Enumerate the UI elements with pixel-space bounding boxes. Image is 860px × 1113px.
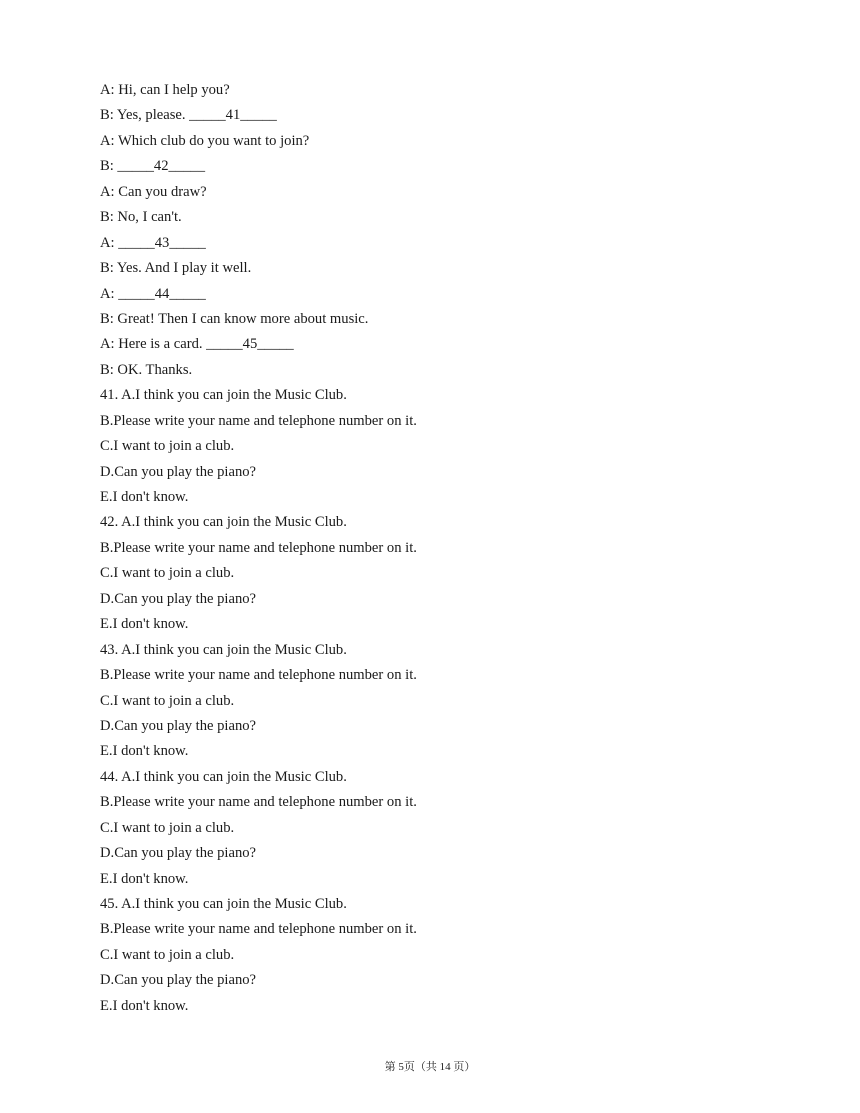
dialogue-line: A: Here is a card. _____45_____: [100, 336, 294, 353]
option-d: D.Can you play the piano?: [100, 845, 257, 862]
option-e: E.I don't know.: [100, 489, 189, 505]
option-d: D.Can you play the piano?: [100, 590, 257, 607]
option-d: D.Can you play the piano?: [100, 717, 257, 734]
dialogue-line: B: OK. Thanks.: [100, 361, 193, 378]
dialogue-line: A: Hi, can I help you?: [100, 82, 230, 98]
dialogue-line: B: Yes, please. _____41_____: [100, 107, 277, 124]
option-e: E.I don't know.: [100, 616, 189, 633]
option-b: B.Please write your name and telephone number on it.: [100, 667, 417, 684]
dialogue-line: A: Can you draw?: [100, 183, 207, 200]
question-number-line: 44. A.I think you can join the Music Club.: [100, 768, 347, 785]
question-41: [100, 383, 780, 510]
question-number-line: 41. A.I think you can join the Music Club.: [100, 387, 347, 404]
dialogue-line: B: No, I can't.: [100, 209, 182, 226]
option-b: B.Please write your name and telephone number on it.: [100, 921, 417, 938]
dialogue: [100, 78, 780, 383]
question-45: [100, 892, 780, 1019]
option-b: B.Please write your name and telephone number on it.: [100, 794, 417, 811]
option-c: C.I want to join a club.: [100, 438, 235, 455]
question-number-line: 45. A.I think you can join the Music Club.: [100, 896, 347, 912]
question-number-line: 42. A.I think you can join the Music Club.: [100, 514, 347, 531]
option-e: E.I don't know.: [100, 870, 189, 887]
option-b: B.Please write your name and telephone number on it.: [100, 412, 417, 429]
option-c: C.I want to join a club.: [100, 565, 235, 582]
dialogue-line: B: Great! Then I can know more about music.: [100, 310, 369, 327]
question-43: [100, 638, 780, 765]
page-number-footer: 第 5页（共 14 页）: [384, 1061, 476, 1073]
dialogue-line: A: Which club do you want to join?: [100, 132, 310, 149]
question-number-line: 43. A.I think you can join the Music Club.: [100, 641, 347, 658]
option-c: C.I want to join a club.: [100, 946, 235, 963]
option-c: C.I want to join a club.: [100, 819, 235, 836]
option-d: D.Can you play the piano?: [100, 463, 257, 480]
option-b: B.Please write your name and telephone number on it.: [100, 539, 417, 556]
question-44: [100, 765, 780, 892]
dialogue-line: B: _____42_____: [100, 158, 205, 175]
document-body: [100, 78, 780, 1019]
question-42: [100, 510, 780, 637]
option-c: C.I want to join a club.: [100, 692, 235, 709]
dialogue-line: B: Yes. And I play it well.: [100, 260, 252, 277]
option-d: D.Can you play the piano?: [100, 972, 257, 989]
option-e: E.I don't know.: [100, 997, 189, 1014]
option-e: E.I don't know.: [100, 743, 189, 760]
dialogue-line: A: _____44_____: [100, 285, 206, 302]
dialogue-line: A: _____43_____: [100, 234, 206, 251]
